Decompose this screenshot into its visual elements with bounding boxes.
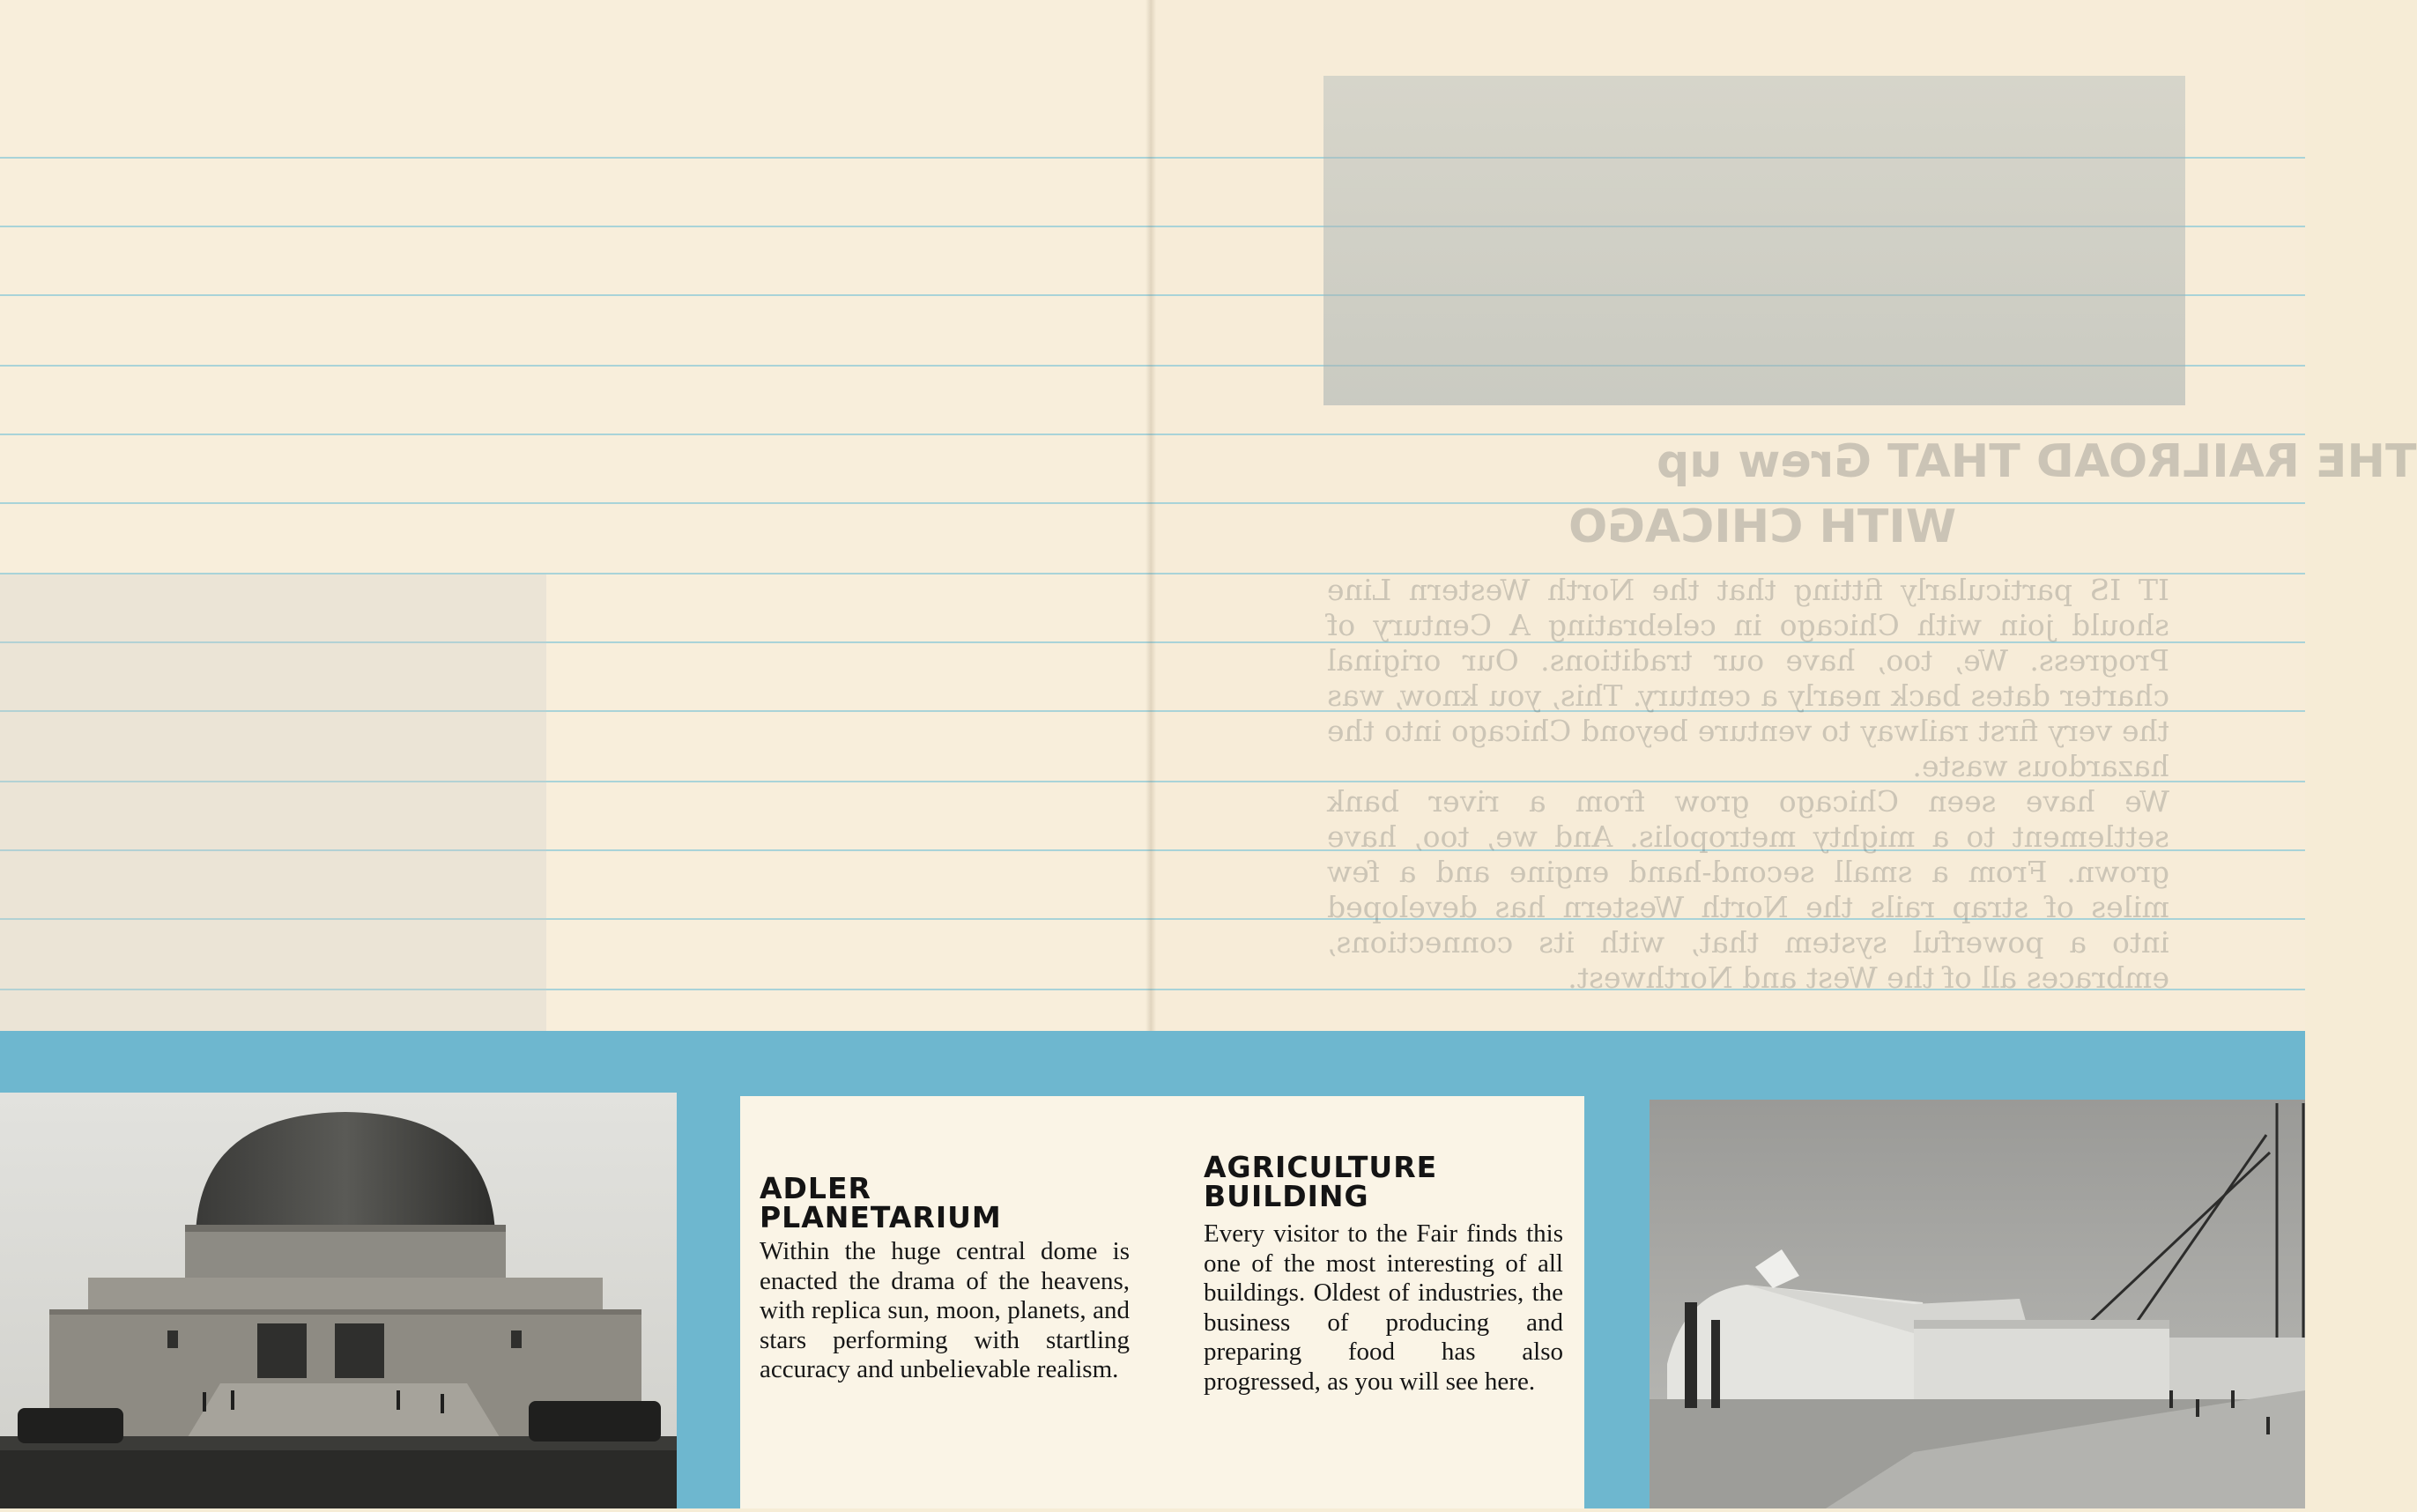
agriculture-building-title [1204,1150,1574,1213]
card-title-line: PLANETARIUM [760,1200,1002,1234]
show-through-photo [1323,76,2185,405]
adler-planetarium-description: Within the huge central dome is enacted the drama of the heavens, with replica sun, moon, planets, and stars performing with startling accuracy and unbelievable realism. [760,1237,1130,1383]
show-through-body [1327,573,2169,996]
show-through-heading-1: THE RAILROAD THAT Grew up [1657,435,2417,488]
card-title-line: BUILDING [1204,1179,1369,1213]
agriculture-building-card [1153,1096,1584,1508]
show-through-paragraph-2: We have seen Chicago grow from a river bank settlement to a mighty metropolis. And we, too, have grown. From a small second-hand engine and a few miles of strap rails the North Western has developed into a powerful system that, with its connections, embraces all of the West and Northwest. [1327,784,2169,995]
agriculture-building-description: Every visitor to the Fair finds this one of the most interesting of all buildings. Oldest of industries, the business of producing and preparing food has also progressed, as you will see here. [1204,1219,1563,1396]
card-title-line: AGRICULTURE [1204,1150,1438,1184]
adler-planetarium-title [760,1171,1130,1234]
agriculture-building-photo [1650,1100,2305,1508]
binding-gutter [1145,0,1156,1031]
show-through-paragraph-1: IT IS particularly fitting that the North Western Line should join with Chicago in celebrating A Century of Progress. We, too, have our traditions. Our original charter dates back nearly a century. This, you know, was the very first railway to venture beyond Chicago into the hazardous waste. [1327,573,2169,783]
adler-planetarium-photo [0,1093,677,1508]
show-through-heading-2: WITH CHICAGO [1568,500,1957,553]
adler-planetarium-card [740,1096,1154,1508]
show-through-left-block [0,574,546,1033]
card-title-line: ADLER [760,1171,871,1205]
